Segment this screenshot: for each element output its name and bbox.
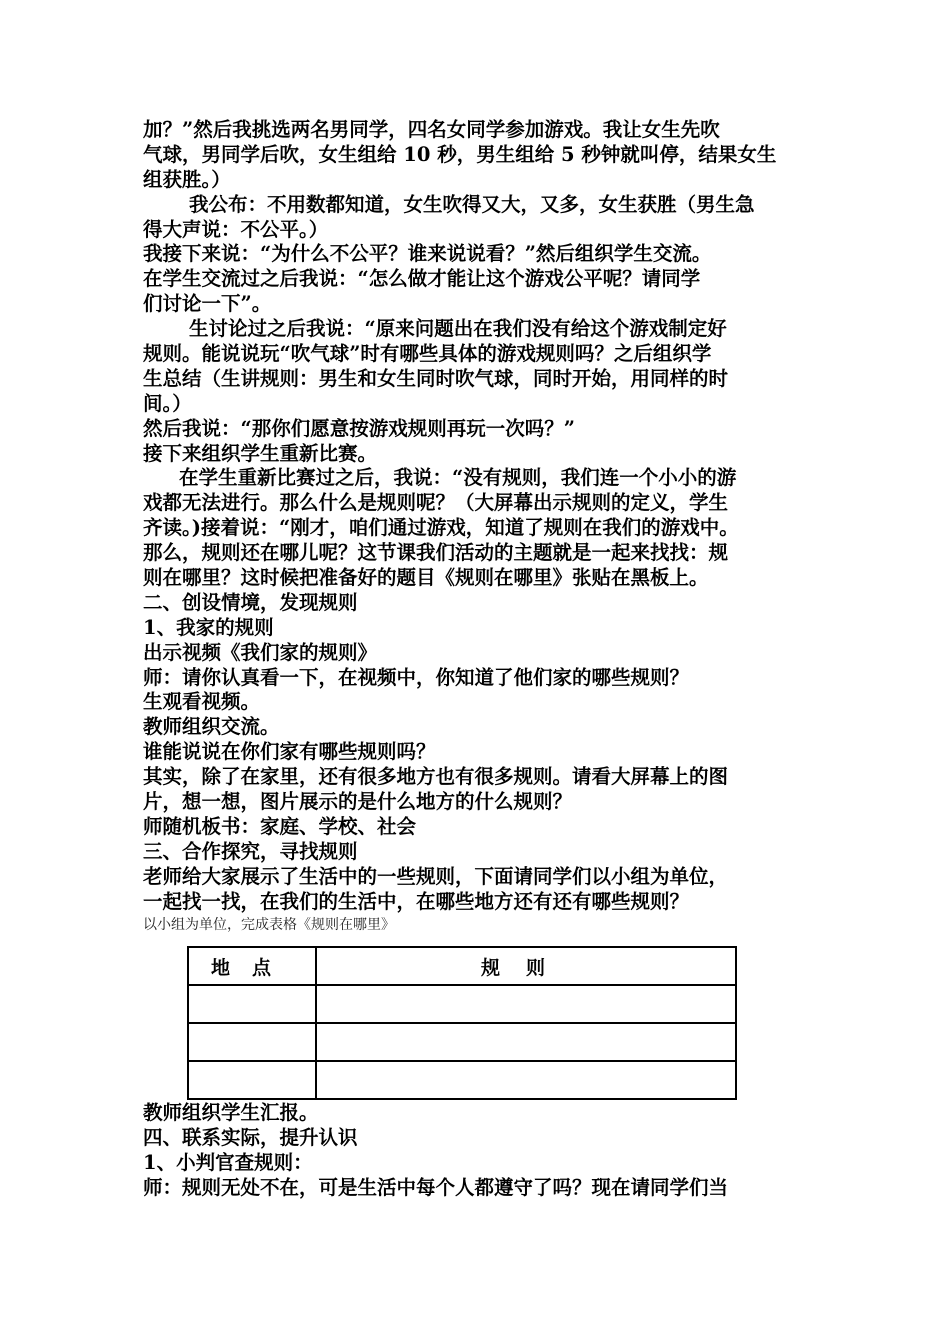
rules-table [187,946,737,1100]
table-row [188,1023,736,1061]
text-line: 我公布：不用数都知道，女生吹得又大，又多，女生获胜（男生急 [189,192,755,216]
text-line: 戏都无法进行。那么什么是规则呢？（大屏幕出示规则的定义，学生 [143,491,729,515]
text-line: 齐读。)接着说：“刚才，咱们通过游戏，知道了规则在我们的游戏中。 [143,516,739,540]
text-line: 师：规则无处不在，可是生活中每个人都遵守了吗？现在请同学们当 [143,1175,729,1199]
text-line: 我接下来说：“为什么不公平？谁来说说看？”然后组织学生交流。 [143,242,712,266]
table-header-row [188,947,736,985]
text-line: 在学生交流过之后我说：“怎么做才能让这个游戏公平呢？请同学 [143,267,701,291]
header-rule: 规则 [316,947,736,985]
text-line: 教师组织学生汇报。 [143,1101,319,1124]
text-line: 师：请你认真看一下，在视频中，你知道了他们家的哪些规则？ [143,665,690,689]
table-cell-place[interactable] [188,1061,316,1099]
section-heading: 四、联系实际，提升认识 [143,1125,358,1149]
text-line: 气球，男同学后吹，女生组给 10 秒，男生组给 5 秒钟就叫停，结果女生 [143,142,777,166]
table-cell-rule[interactable] [316,985,736,1023]
text-line: 组获胜。） [143,167,231,191]
text-line: 接下来组织学生重新比赛。 [143,441,378,465]
table-row [188,985,736,1023]
table-cell-rule[interactable] [316,1023,736,1061]
document-continuation [143,1101,813,1201]
table-row [188,1061,736,1099]
text-line: 间。） [143,391,192,415]
text-line: 生观看视频。 [143,690,261,714]
text-line: 在学生重新比赛过之后，我说：“没有规则，我们连一个小小的游 [179,466,737,490]
text-line: 一起找一找，在我们的生活中，在哪些地方还有还有哪些规则？ [143,889,690,913]
text-line: 规则。能说说玩“吹气球”时有哪些具体的游戏规则吗？之后组织学 [143,342,712,366]
text-line: 们讨论一下”。 [143,292,272,316]
subsection-heading: 1、我家的规则 [143,615,274,639]
text-line: 出示视频《我们家的规则》 [143,640,378,664]
table-caption: 以小组为单位，完成表格《规则在哪里》 [143,916,395,933]
text-line: 生讨论过之后我说：“原来问题出在我们没有给这个游戏制定好 [189,317,727,341]
text-line: 片，想一想，图片展示的是什么地方的什么规则？ [143,790,573,814]
text-line: 得大声说：不公平。） [143,217,329,241]
section-heading: 二、创设情境，发现规则 [143,590,358,614]
text-line: 然后我说：“那你们愿意按游戏规则再玩一次吗？” [143,416,575,440]
subsection-heading: 1、小判官查规则： [143,1150,313,1174]
text-line: 生总结（生讲规则：男生和女生同时吹气球，同时开始，用同样的时 [143,366,729,390]
text-line: 其实，除了在家里，还有很多地方也有很多规则。请看大屏幕上的图 [143,765,729,789]
text-line: 教师组织交流。 [143,715,280,739]
text-line: 那么，规则还在哪儿呢？这节课我们活动的主题就是一起来找找：规 [143,541,729,565]
text-line: 则在哪里？这时候把准备好的题目《规则在哪里》张贴在黑板上。 [143,566,709,590]
text-line: 加？”然后我挑选两名男同学，四名女同学参加游戏。我让女生先吹 [143,118,720,141]
section-heading: 三、合作探究，寻找规则 [143,839,358,863]
text-line: 谁能说说在你们家有哪些规则吗？ [143,740,436,764]
document-body [143,118,813,936]
table-cell-rule[interactable] [316,1061,736,1099]
text-line: 老师给大家展示了生活中的一些规则，下面请同学们以小组为单位， [143,864,729,888]
header-place: 地点 [188,947,316,985]
table-cell-place[interactable] [188,1023,316,1061]
table-cell-place[interactable] [188,985,316,1023]
text-line: 师随机板书：家庭、学校、社会 [143,814,417,838]
